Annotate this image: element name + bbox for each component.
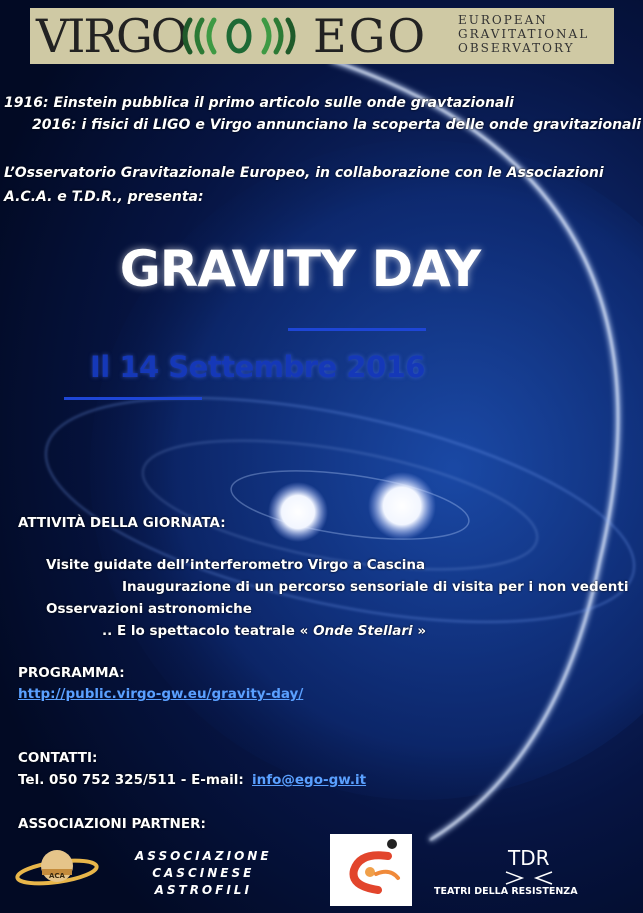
activity-item: Visite guidate dell’interferometro Virgo a Cascina xyxy=(46,557,426,573)
aca-name xyxy=(135,848,272,899)
intro-associations: A.C.A. e T.D.R., presenta: xyxy=(4,189,204,205)
ego-subtitle-line: EUROPEAN xyxy=(458,13,548,27)
contacts-phone: Tel. 050 752 325/511 - E-mail: xyxy=(18,772,244,788)
ego-subtitle-line: GRAVITATIONAL xyxy=(458,27,590,41)
black-hole-left xyxy=(268,482,328,542)
ego-subtitle-line: OBSERVATORY xyxy=(458,41,575,55)
tdr-subtitle: TEATRI DELLA RESISTENZA xyxy=(434,886,578,897)
tdr-arrows-icon xyxy=(504,870,554,886)
program-link[interactable]: http://public.virgo-gw.eu/gravity-day/ xyxy=(18,686,304,702)
header-banner xyxy=(30,8,614,64)
tdr-title: TDR xyxy=(508,846,550,870)
virgo-logo: VIRGO xyxy=(36,9,187,63)
program-heading: PROGRAMMA: xyxy=(18,665,125,681)
gravitational-waves-icon xyxy=(180,14,298,58)
partner-swirl-logo xyxy=(330,834,412,906)
aca-name-line: CASCINESE xyxy=(152,866,255,880)
ego-logo: EGO xyxy=(313,9,428,63)
partners-heading: ASSOCIAZIONI PARTNER: xyxy=(18,816,206,832)
activity-item: Osservazioni astronomiche xyxy=(46,601,252,617)
event-title: GRAVITY DAY xyxy=(119,240,481,298)
divider-bar-bottom xyxy=(64,397,202,400)
ego-subtitle xyxy=(458,13,589,55)
show-title: Onde Stellari xyxy=(313,623,413,639)
contacts-email-link[interactable]: info@ego-gw.it xyxy=(252,772,367,788)
activities-heading: ATTIVITÀ DELLA GIORNATA: xyxy=(18,515,226,531)
show-suffix: » xyxy=(412,623,427,639)
intro-presenter: L’Osservatorio Gravitazionale Europeo, in collaborazione con le Associazioni xyxy=(4,165,604,181)
intro-line-1916: 1916: Einstein pubblica il primo articolo sulle onde gravtazionali xyxy=(4,95,514,111)
aca-name-line: ASSOCIAZIONE xyxy=(135,849,272,863)
activity-item: Inaugurazione di un percorso sensoriale di visita per i non vedenti xyxy=(122,579,629,595)
aca-saturn-logo xyxy=(14,844,100,894)
partner-logo-box xyxy=(330,834,412,906)
event-date: Il 14 Settembre 2016 xyxy=(90,350,425,384)
divider-bar-top xyxy=(288,328,426,331)
aca-name-line: ASTROFILI xyxy=(154,883,252,897)
activity-item-show xyxy=(102,623,426,639)
intro-line-2016: 2016: i fisici di LIGO e Virgo annunciano la scoperta delle onde gravitazionali xyxy=(32,117,642,133)
black-hole-right xyxy=(368,472,436,540)
show-prefix: .. E lo spettacolo teatrale « xyxy=(102,623,314,639)
aca-logo-text: ACA xyxy=(49,872,65,880)
contacts-heading: CONTATTI: xyxy=(18,750,98,766)
